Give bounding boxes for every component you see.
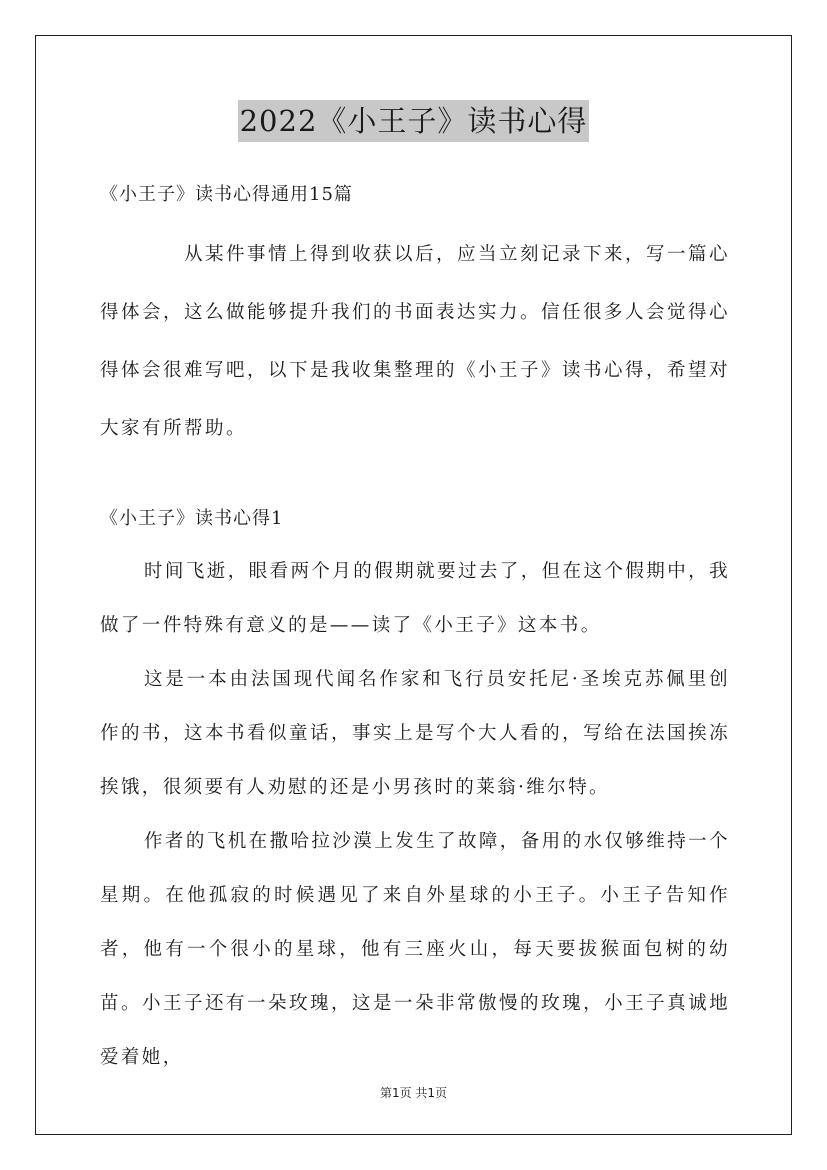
- document-title: [0, 100, 827, 142]
- document-subtitle: 《小王子》读书心得通用15篇: [100, 184, 353, 205]
- section-body: [100, 545, 730, 1085]
- page-number-footer: 第1页 共1页: [379, 1086, 448, 1100]
- intro-paragraph: 从某件事情上得到收获以后，应当立刻记录下来，写一篇心得体会，这么做能够提升我们的书面表达实力。信任很多人会觉得心得体会很难写吧，以下是我收集整理的《小王子》读书心得，希望对大家有所帮助。: [100, 244, 731, 439]
- document-title-text: 2022《小王子》读书心得: [238, 100, 590, 142]
- section-heading: 《小王子》读书心得1: [100, 508, 284, 529]
- body-paragraph: 时间飞逝，眼看两个月的假期就要过去了，但在这个假期中，我做了一件特殊有意义的是——读了《小王子》这本书。: [100, 561, 730, 636]
- body-paragraph: 这是一本由法国现代闻名作家和飞行员安托尼·圣埃克苏佩里创作的书，这本书看似童话，事实上是写个大人看的，写给在法国挨冻挨饿，很须要有人劝慰的还是小男孩时的莱翁·维尔特。: [100, 669, 730, 798]
- body-paragraph: 作者的飞机在撒哈拉沙漠上发生了故障，备用的水仅够维持一个星期。在他孤寂的时候遇见了来自外星球的小王子。小王子告知作者，他有一个很小的星球，他有三座火山，每天要拔猴面包树的幼苗。小王子还有一朵玫瑰，这是一朵非常傲慢的玫瑰，小王子真诚地爱着她，: [100, 831, 730, 1068]
